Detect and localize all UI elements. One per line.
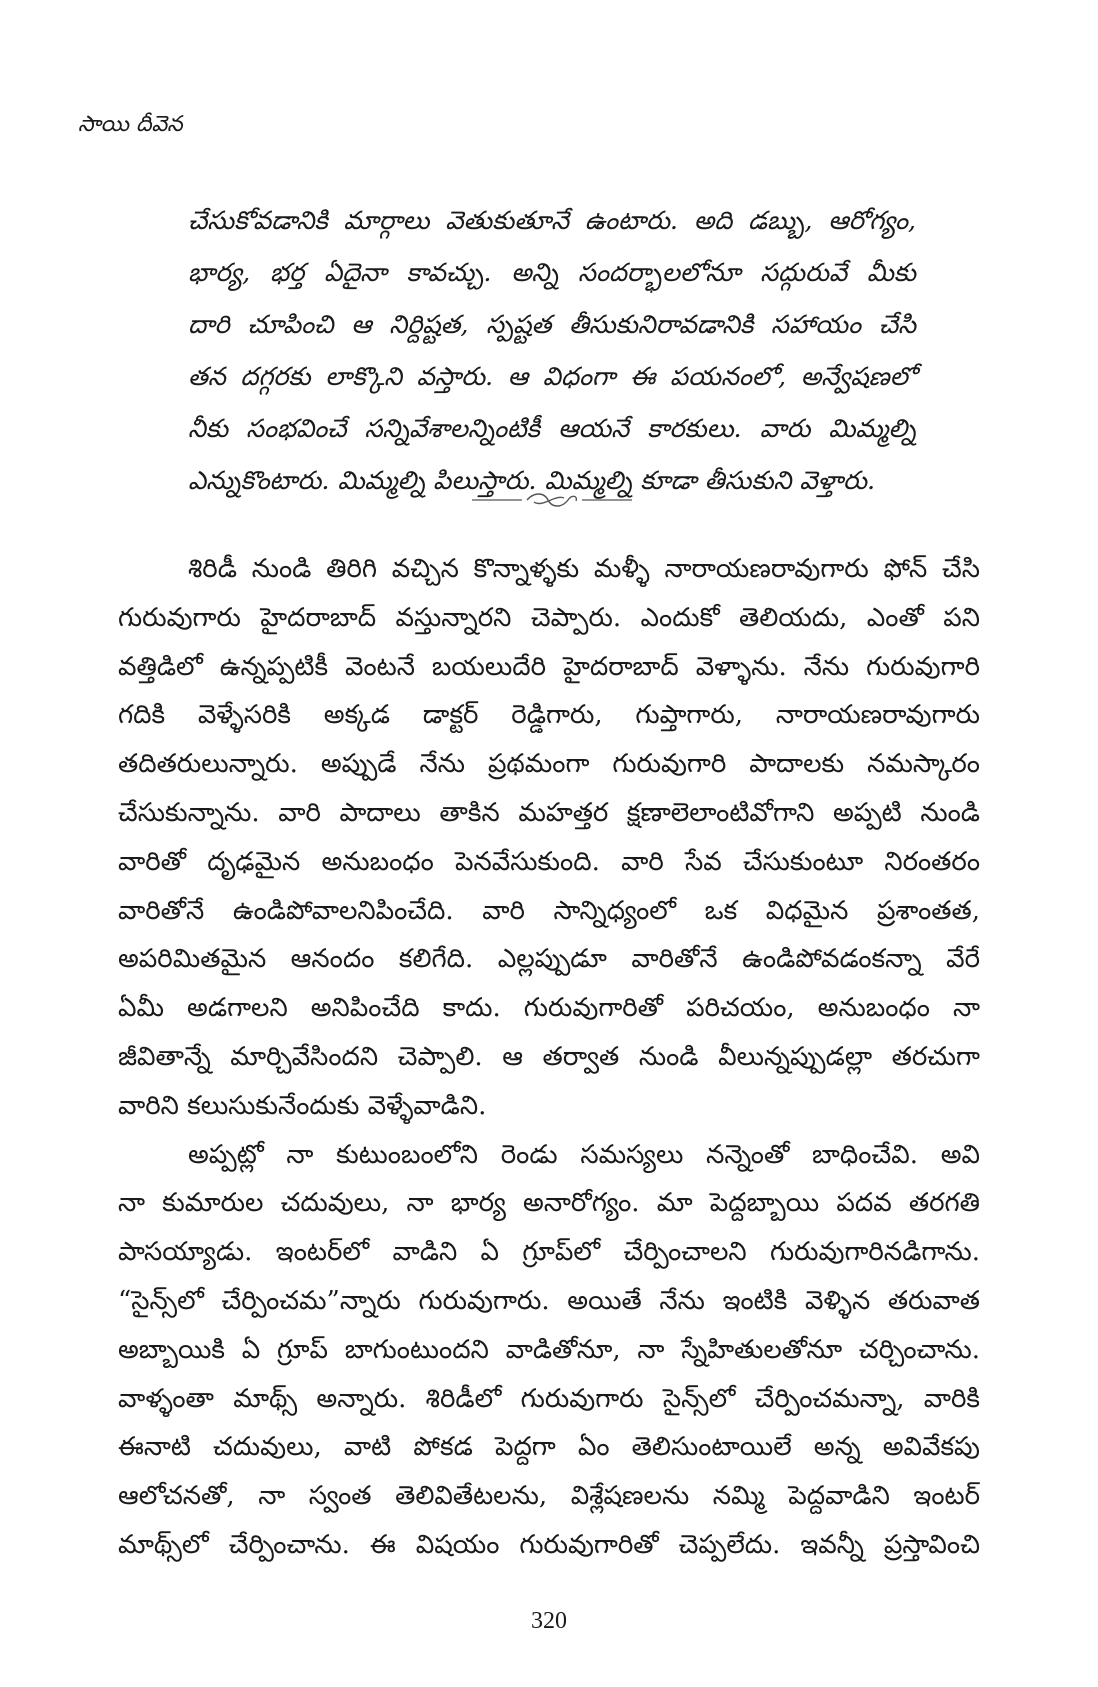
body-line: వాళ్ళంతా మాథ్స్ అన్నారు. శిరిడీలో గురువుగారు సైన్స్‌లో చేర్పించమన్నా, వారికి xyxy=(118,1383,980,1414)
body-line: అబ్బాయికి ఏ గ్రూప్ బాగుంటుందని వాడితోనూ, నా స్నేహితులతోనూ చర్చించాను. xyxy=(118,1334,980,1365)
body-text xyxy=(118,545,980,1570)
quote-line: చేసుకోవడానికి మార్గాలు వెతుకుతూనే ఉంటారు. అది డబ్బు, ఆరోగ్యం, xyxy=(188,206,916,236)
section-divider-ornament xyxy=(472,488,632,512)
page-number: 320 xyxy=(531,1608,567,1634)
body-line: మాథ్స్‌లో చేర్పించాను. ఈ విషయం గురువుగారితో చెప్పలేదు. ఇవన్నీ ప్రస్తావించి xyxy=(118,1529,980,1560)
body-line: వత్తిడిలో ఉన్నప్పటికీ వెంటనే బయలుదేరి హైదరాబాద్ వెళ్ళాను. నేను గురువుగారి xyxy=(118,651,980,682)
quote-line: భార్య, భర్త ఏదైనా కావచ్చు. అన్ని సందర్భాలలోనూ సద్గురువే మీకు xyxy=(188,258,916,288)
body-line: అప్పట్లో నా కుటుంబంలోని రెండు సమస్యలు నన్నెంతో బాధించేవి. అవి xyxy=(188,1139,980,1170)
body-line: జీవితాన్నే మార్చివేసిందని చెప్పాలి. ఆ తర్వాత నుండి వీలున్నప్పుడల్లా తరచుగా xyxy=(118,1041,980,1072)
body-line: తదితరులున్నారు. అప్పుడే నేను ప్రథమంగా గురువుగారి పాదాలకు నమస్కారం xyxy=(118,749,980,780)
body-line: గురువుగారు హైదరాబాద్ వస్తున్నారని చెప్పారు. ఎందుకో తెలియదు, ఎంతో పని xyxy=(118,602,980,633)
body-line: “సైన్స్‌లో చేర్పించమ”న్నారు గురువుగారు. అయితే నేను ఇంటికి వెళ్ళిన తరువాత xyxy=(118,1285,980,1316)
body-line: అపరిమితమైన ఆనందం కలిగేది. ఎల్లప్పుడూ వారితోనే ఉండిపోవడంకన్నా వేరే xyxy=(118,944,980,975)
body-line: నా కుమారుల చదువులు, నా భార్య అనారోగ్యం. మా పెద్దబ్బాయి పదవ తరగతి xyxy=(118,1188,980,1219)
quote-line: తన దగ్గరకు లాక్కొని వస్తారు. ఆ విధంగా ఈ పయనంలో, అన్వేషణలో xyxy=(188,362,916,392)
quote-line: దారి చూపించి ఆ నిర్దిష్టత, స్పష్టత తీసుకునిరావడానికి సహాయం చేసి xyxy=(188,310,916,340)
body-line: ఈనాటి చదువులు, వాటి పోకడ పెద్దగా ఏం తెలిసుంటాయిలే అన్న అవివేకపు xyxy=(118,1432,980,1463)
quote-line: నీకు సంభవించే సన్నివేశాలన్నింటికీ ఆయనే కారకులు. వారు మిమ్మల్ని xyxy=(188,414,916,444)
running-header: సాయి దీవెన xyxy=(78,112,183,137)
body-line: ఆలోచనతో, నా స్వంత తెలివితేటలను, విశ్లేషణలను నమ్మి పెద్దవాడిని ఇంటర్ xyxy=(118,1481,980,1512)
quote-line: ఎన్నుకొంటారు. మిమ్మల్ని పిలుస్తారు. మిమ్మల్ని కూడా తీసుకుని వెళ్తారు. xyxy=(188,466,876,496)
body-line: పాసయ్యాడు. ఇంటర్‌లో వాడిని ఏ గ్రూప్‌లో చేర్పించాలని గురువుగారినడిగాను. xyxy=(118,1237,980,1268)
body-line: శిరిడీ నుండి తిరిగి వచ్చిన కొన్నాళ్ళకు మళ్ళీ నారాయణరావుగారు ఫోన్ చేసి xyxy=(188,554,980,584)
body-line: వారిని కలుసుకునేందుకు వెళ్ళేవాడిని. xyxy=(118,1090,487,1121)
body-line: గదికి వెళ్ళేసరికి అక్కడ డాక్టర్ రెడ్డిగారు, గుప్తాగారు, నారాయణరావుగారు xyxy=(118,700,980,731)
body-line: చేసుకున్నాను. వారి పాదాలు తాకిన మహత్తర క్షణాలెలాంటివోగాని అప్పటి నుండి xyxy=(118,797,980,828)
body-line: వారితో దృఢమైన అనుబంధం పెనవేసుకుంది. వారి సేవ చేసుకుంటూ నిరంతరం xyxy=(118,846,980,877)
body-line: వారితోనే ఉండిపోవాలనిపించేది. వారి సాన్నిధ్యంలో ఒక విధమైన ప్రశాంతత, xyxy=(118,895,980,926)
quote-block xyxy=(188,195,916,507)
body-line: ఏమీ అడగాలని అనిపించేది కాదు. గురువుగారితో పరిచయం, అనుబంధం నా xyxy=(118,993,980,1024)
